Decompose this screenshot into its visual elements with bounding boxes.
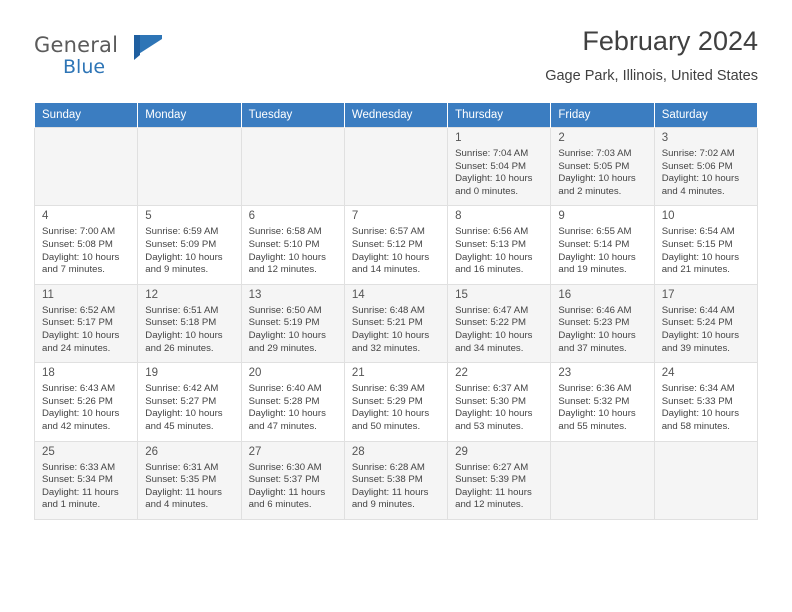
day-detail-line: and 14 minutes. — [351, 264, 421, 276]
day-number: 21 — [351, 367, 365, 380]
day-detail-line: and 26 minutes. — [145, 342, 214, 354]
day-detail-line: Sunset: 5:06 PM — [661, 160, 733, 172]
day-detail-line: Sunset: 5:12 PM — [351, 238, 423, 250]
day-detail-line: Daylight: 10 hours — [661, 251, 740, 263]
day-detail-line: Daylight: 11 hours — [351, 486, 429, 498]
day-detail-line: Daylight: 10 hours — [558, 408, 636, 420]
calendar-day-cell[interactable] — [241, 284, 344, 362]
day-detail-line: Sunrise: 6:39 AM — [351, 383, 425, 395]
day-detail-line: Sunset: 5:17 PM — [42, 317, 113, 329]
weekday-header-monday: Monday — [138, 103, 241, 128]
day-number: 3 — [661, 132, 669, 144]
calendar-day-cell[interactable] — [35, 441, 138, 519]
day-detail-line: and 1 minute. — [42, 499, 101, 511]
day-detail-line: and 4 minutes. — [145, 499, 209, 511]
day-detail-line: Daylight: 10 hours — [661, 408, 740, 420]
day-detail-line: Sunset: 5:35 PM — [145, 474, 217, 486]
weekday-header-wednesday: Wednesday — [344, 103, 447, 128]
day-detail-line: Sunrise: 6:50 AM — [248, 304, 322, 316]
day-detail-line: Daylight: 10 hours — [42, 408, 120, 420]
day-number: 19 — [145, 367, 159, 380]
day-detail-line: Sunset: 5:05 PM — [558, 160, 630, 172]
day-detail-line: Sunrise: 6:57 AM — [351, 226, 425, 238]
day-number: 1 — [455, 132, 462, 144]
day-detail-line: and 2 minutes. — [558, 185, 622, 197]
calendar-day-cell[interactable] — [241, 441, 344, 519]
calendar-day-cell[interactable] — [138, 284, 241, 362]
day-detail-line: Sunrise: 6:59 AM — [145, 226, 219, 238]
day-detail-line: Sunset: 5:29 PM — [351, 395, 423, 407]
day-detail-line: Daylight: 10 hours — [455, 329, 533, 341]
day-detail-line: and 7 minutes. — [42, 264, 105, 276]
calendar-day-cell[interactable] — [448, 206, 551, 284]
day-detail-line: and 4 minutes. — [661, 185, 725, 197]
day-detail-line: Daylight: 10 hours — [455, 408, 533, 420]
day-detail-line: Daylight: 10 hours — [351, 329, 430, 341]
day-number: 14 — [351, 288, 365, 301]
day-detail-line: Daylight: 10 hours — [42, 251, 120, 263]
logo-text-blue: Blue — [63, 56, 106, 78]
day-number: 6 — [248, 210, 255, 223]
day-number: 7 — [351, 210, 359, 223]
day-number: 28 — [351, 445, 365, 458]
calendar-day-cell[interactable] — [344, 284, 447, 362]
weekday-header-row — [35, 103, 758, 128]
calendar-empty-cell — [551, 441, 654, 519]
day-detail-line: and 0 minutes. — [455, 185, 519, 197]
weekday-header-saturday: Saturday — [654, 103, 757, 128]
day-number: 8 — [455, 210, 462, 223]
day-detail-line: and 24 minutes. — [42, 342, 111, 354]
day-detail-line: Sunset: 5:28 PM — [248, 395, 320, 407]
day-detail-line: Sunrise: 7:04 AM — [455, 148, 529, 159]
day-number: 20 — [248, 367, 262, 380]
day-detail-line: and 42 minutes. — [42, 420, 111, 432]
day-detail-line: Daylight: 11 hours — [455, 486, 532, 498]
calendar-day-cell[interactable] — [344, 206, 447, 284]
calendar-day-cell[interactable] — [448, 128, 551, 206]
day-detail-line: and 19 minutes. — [558, 264, 627, 276]
day-detail-line: and 37 minutes. — [558, 342, 627, 354]
day-detail-line: Daylight: 11 hours — [42, 486, 119, 498]
day-detail-line: Sunset: 5:04 PM — [455, 160, 527, 172]
calendar-empty-cell — [35, 128, 138, 206]
day-detail-line: Sunrise: 6:51 AM — [145, 304, 219, 316]
day-number: 9 — [558, 210, 565, 223]
day-detail-line: and 32 minutes. — [351, 342, 421, 354]
day-detail-line: Daylight: 10 hours — [661, 173, 740, 185]
day-detail-line: Sunrise: 6:43 AM — [42, 383, 116, 395]
day-detail-line: Sunrise: 6:28 AM — [351, 461, 425, 473]
calendar-empty-cell — [241, 128, 344, 206]
day-detail-line: Daylight: 10 hours — [351, 408, 430, 420]
calendar-day-cell[interactable] — [344, 441, 447, 519]
calendar-empty-cell — [138, 128, 241, 206]
calendar-day-cell[interactable] — [138, 363, 241, 441]
blue-flag-icon — [132, 35, 164, 60]
calendar-day-cell[interactable] — [241, 363, 344, 441]
weekday-header-sunday: Sunday — [35, 103, 138, 128]
day-detail-line: and 9 minutes. — [351, 499, 415, 511]
day-detail-line: Sunrise: 7:00 AM — [42, 226, 116, 238]
calendar-day-cell[interactable] — [448, 284, 551, 362]
day-number: 17 — [661, 288, 675, 301]
calendar-week-row — [35, 206, 758, 284]
day-detail-line: Daylight: 10 hours — [145, 408, 223, 420]
day-detail-line: Sunrise: 6:40 AM — [248, 383, 322, 395]
day-detail-line: Daylight: 11 hours — [248, 486, 326, 498]
day-detail-line: Daylight: 10 hours — [455, 173, 533, 185]
day-detail-line: Sunset: 5:23 PM — [558, 317, 630, 329]
calendar-week-row — [35, 363, 758, 441]
calendar-day-cell[interactable] — [654, 284, 757, 362]
calendar-day-cell[interactable] — [138, 441, 241, 519]
day-detail-line: Sunrise: 6:30 AM — [248, 461, 322, 473]
day-detail-line: Sunrise: 6:27 AM — [455, 461, 529, 473]
page-header — [34, 26, 758, 88]
day-detail-line: Sunset: 5:09 PM — [145, 238, 217, 250]
day-detail-line: Sunset: 5:38 PM — [351, 474, 423, 486]
day-number: 2 — [558, 132, 565, 144]
calendar-day-cell[interactable] — [448, 441, 551, 519]
day-detail-line: and 29 minutes. — [248, 342, 317, 354]
day-detail-line: Sunset: 5:26 PM — [42, 395, 113, 407]
day-number: 4 — [42, 210, 49, 223]
day-detail-line: and 39 minutes. — [661, 342, 730, 354]
calendar-week-row — [35, 284, 758, 362]
logo-text-general: General — [34, 33, 119, 57]
calendar-week-row — [35, 441, 758, 519]
calendar-day-cell[interactable] — [551, 363, 654, 441]
day-detail-line: Sunrise: 6:37 AM — [455, 383, 529, 395]
day-detail-line: and 58 minutes. — [661, 420, 730, 432]
calendar-day-cell[interactable] — [138, 206, 241, 284]
day-detail-line: Sunrise: 6:56 AM — [455, 226, 529, 238]
day-detail-line: Sunset: 5:13 PM — [455, 238, 527, 250]
day-detail-line: Sunrise: 6:47 AM — [455, 304, 529, 316]
day-number: 24 — [661, 367, 675, 380]
day-detail-line: Sunset: 5:21 PM — [351, 317, 423, 329]
day-detail-line: and 12 minutes. — [248, 264, 317, 276]
day-detail-line: Sunset: 5:18 PM — [145, 317, 217, 329]
calendar-day-cell[interactable] — [448, 363, 551, 441]
day-detail-line: Sunset: 5:14 PM — [558, 238, 630, 250]
day-detail-line: Sunrise: 6:33 AM — [42, 461, 116, 473]
calendar-day-cell[interactable] — [551, 284, 654, 362]
day-detail-line: Daylight: 10 hours — [558, 173, 636, 185]
calendar-table — [34, 102, 758, 520]
day-number: 12 — [145, 288, 159, 301]
calendar-body — [35, 128, 758, 520]
calendar-day-cell[interactable] — [551, 206, 654, 284]
day-detail-line: Sunset: 5:24 PM — [661, 317, 733, 329]
day-detail-line: Daylight: 10 hours — [42, 329, 120, 341]
day-detail-line: Sunrise: 6:34 AM — [661, 383, 735, 395]
location-subtitle: Gage Park, Illinois, United States — [545, 68, 758, 84]
day-detail-line: Daylight: 11 hours — [145, 486, 222, 498]
day-detail-line: and 50 minutes. — [351, 420, 421, 432]
weekday-header-tuesday: Tuesday — [241, 103, 344, 128]
calendar-day-cell[interactable] — [241, 206, 344, 284]
day-detail-line: Sunset: 5:19 PM — [248, 317, 320, 329]
day-detail-line: Daylight: 10 hours — [248, 329, 326, 341]
day-number: 16 — [558, 288, 572, 301]
day-number: 25 — [42, 445, 55, 458]
day-number: 27 — [248, 445, 262, 458]
generalblue-logo — [34, 34, 214, 82]
day-number: 13 — [248, 288, 262, 301]
weekday-header-thursday: Thursday — [448, 103, 551, 128]
day-detail-line: Sunset: 5:27 PM — [145, 395, 217, 407]
calendar-day-cell[interactable] — [35, 206, 138, 284]
day-detail-line: and 6 minutes. — [248, 499, 312, 511]
day-detail-line: Sunrise: 7:03 AM — [558, 148, 632, 159]
day-detail-line: Sunrise: 6:44 AM — [661, 304, 735, 316]
day-number: 26 — [145, 445, 159, 458]
day-detail-line: Sunrise: 6:54 AM — [661, 226, 735, 238]
day-detail-line: Daylight: 10 hours — [661, 329, 740, 341]
day-detail-line: and 9 minutes. — [145, 264, 209, 276]
calendar-day-cell[interactable] — [344, 363, 447, 441]
day-number: 18 — [42, 367, 55, 380]
calendar-day-cell[interactable] — [654, 128, 757, 206]
day-detail-line: Sunset: 5:15 PM — [661, 238, 733, 250]
day-detail-line: and 16 minutes. — [455, 264, 524, 276]
calendar-empty-cell — [344, 128, 447, 206]
day-number: 5 — [145, 210, 152, 223]
day-number: 29 — [455, 445, 468, 458]
day-detail-line: Sunset: 5:08 PM — [42, 238, 113, 250]
day-detail-line: Sunrise: 6:42 AM — [145, 383, 219, 395]
day-detail-line: Sunrise: 6:58 AM — [248, 226, 322, 238]
day-detail-line: Daylight: 10 hours — [145, 329, 223, 341]
day-detail-line: and 12 minutes. — [455, 499, 524, 511]
day-number: 15 — [455, 288, 468, 301]
day-detail-line: Sunset: 5:30 PM — [455, 395, 527, 407]
calendar-day-cell[interactable] — [35, 363, 138, 441]
day-detail-line: Sunset: 5:33 PM — [661, 395, 733, 407]
day-detail-line: Sunrise: 6:48 AM — [351, 304, 425, 316]
calendar-empty-cell — [654, 441, 757, 519]
day-detail-line: and 47 minutes. — [248, 420, 317, 432]
day-detail-line: Sunset: 5:32 PM — [558, 395, 630, 407]
day-detail-line: Daylight: 10 hours — [248, 408, 326, 420]
calendar-day-cell[interactable] — [551, 128, 654, 206]
day-detail-line: Sunrise: 6:31 AM — [145, 461, 219, 473]
day-number: 23 — [558, 367, 572, 380]
calendar-week-row — [35, 128, 758, 206]
day-detail-line: and 53 minutes. — [455, 420, 524, 432]
day-detail-line: Sunrise: 6:46 AM — [558, 304, 632, 316]
page-title: February 2024 — [582, 26, 758, 56]
day-detail-line: Daylight: 10 hours — [558, 251, 636, 263]
day-detail-line: Daylight: 10 hours — [558, 329, 636, 341]
day-detail-line: Daylight: 10 hours — [145, 251, 223, 263]
day-detail-line: and 55 minutes. — [558, 420, 627, 432]
day-detail-line: Sunset: 5:22 PM — [455, 317, 527, 329]
calendar-day-cell[interactable] — [654, 363, 757, 441]
weekday-header-friday: Friday — [551, 103, 654, 128]
day-detail-line: and 21 minutes. — [661, 264, 730, 276]
day-detail-line: Sunrise: 6:52 AM — [42, 304, 116, 316]
day-detail-line: Sunrise: 6:36 AM — [558, 383, 632, 395]
day-detail-line: Sunset: 5:10 PM — [248, 238, 320, 250]
day-detail-line: Sunrise: 7:02 AM — [661, 148, 735, 159]
day-detail-line: Sunrise: 6:55 AM — [558, 226, 632, 238]
calendar-day-cell[interactable] — [35, 284, 138, 362]
day-number: 11 — [42, 288, 54, 301]
day-number: 10 — [661, 210, 675, 223]
day-detail-line: Sunset: 5:37 PM — [248, 474, 320, 486]
day-detail-line: Sunset: 5:34 PM — [42, 474, 113, 486]
day-detail-line: Daylight: 10 hours — [351, 251, 430, 263]
day-detail-line: and 34 minutes. — [455, 342, 524, 354]
calendar-day-cell[interactable] — [654, 206, 757, 284]
day-detail-line: Daylight: 10 hours — [248, 251, 326, 263]
day-detail-line: and 45 minutes. — [145, 420, 214, 432]
day-number: 22 — [455, 367, 468, 380]
day-detail-line: Daylight: 10 hours — [455, 251, 533, 263]
day-detail-line: Sunset: 5:39 PM — [455, 474, 527, 486]
